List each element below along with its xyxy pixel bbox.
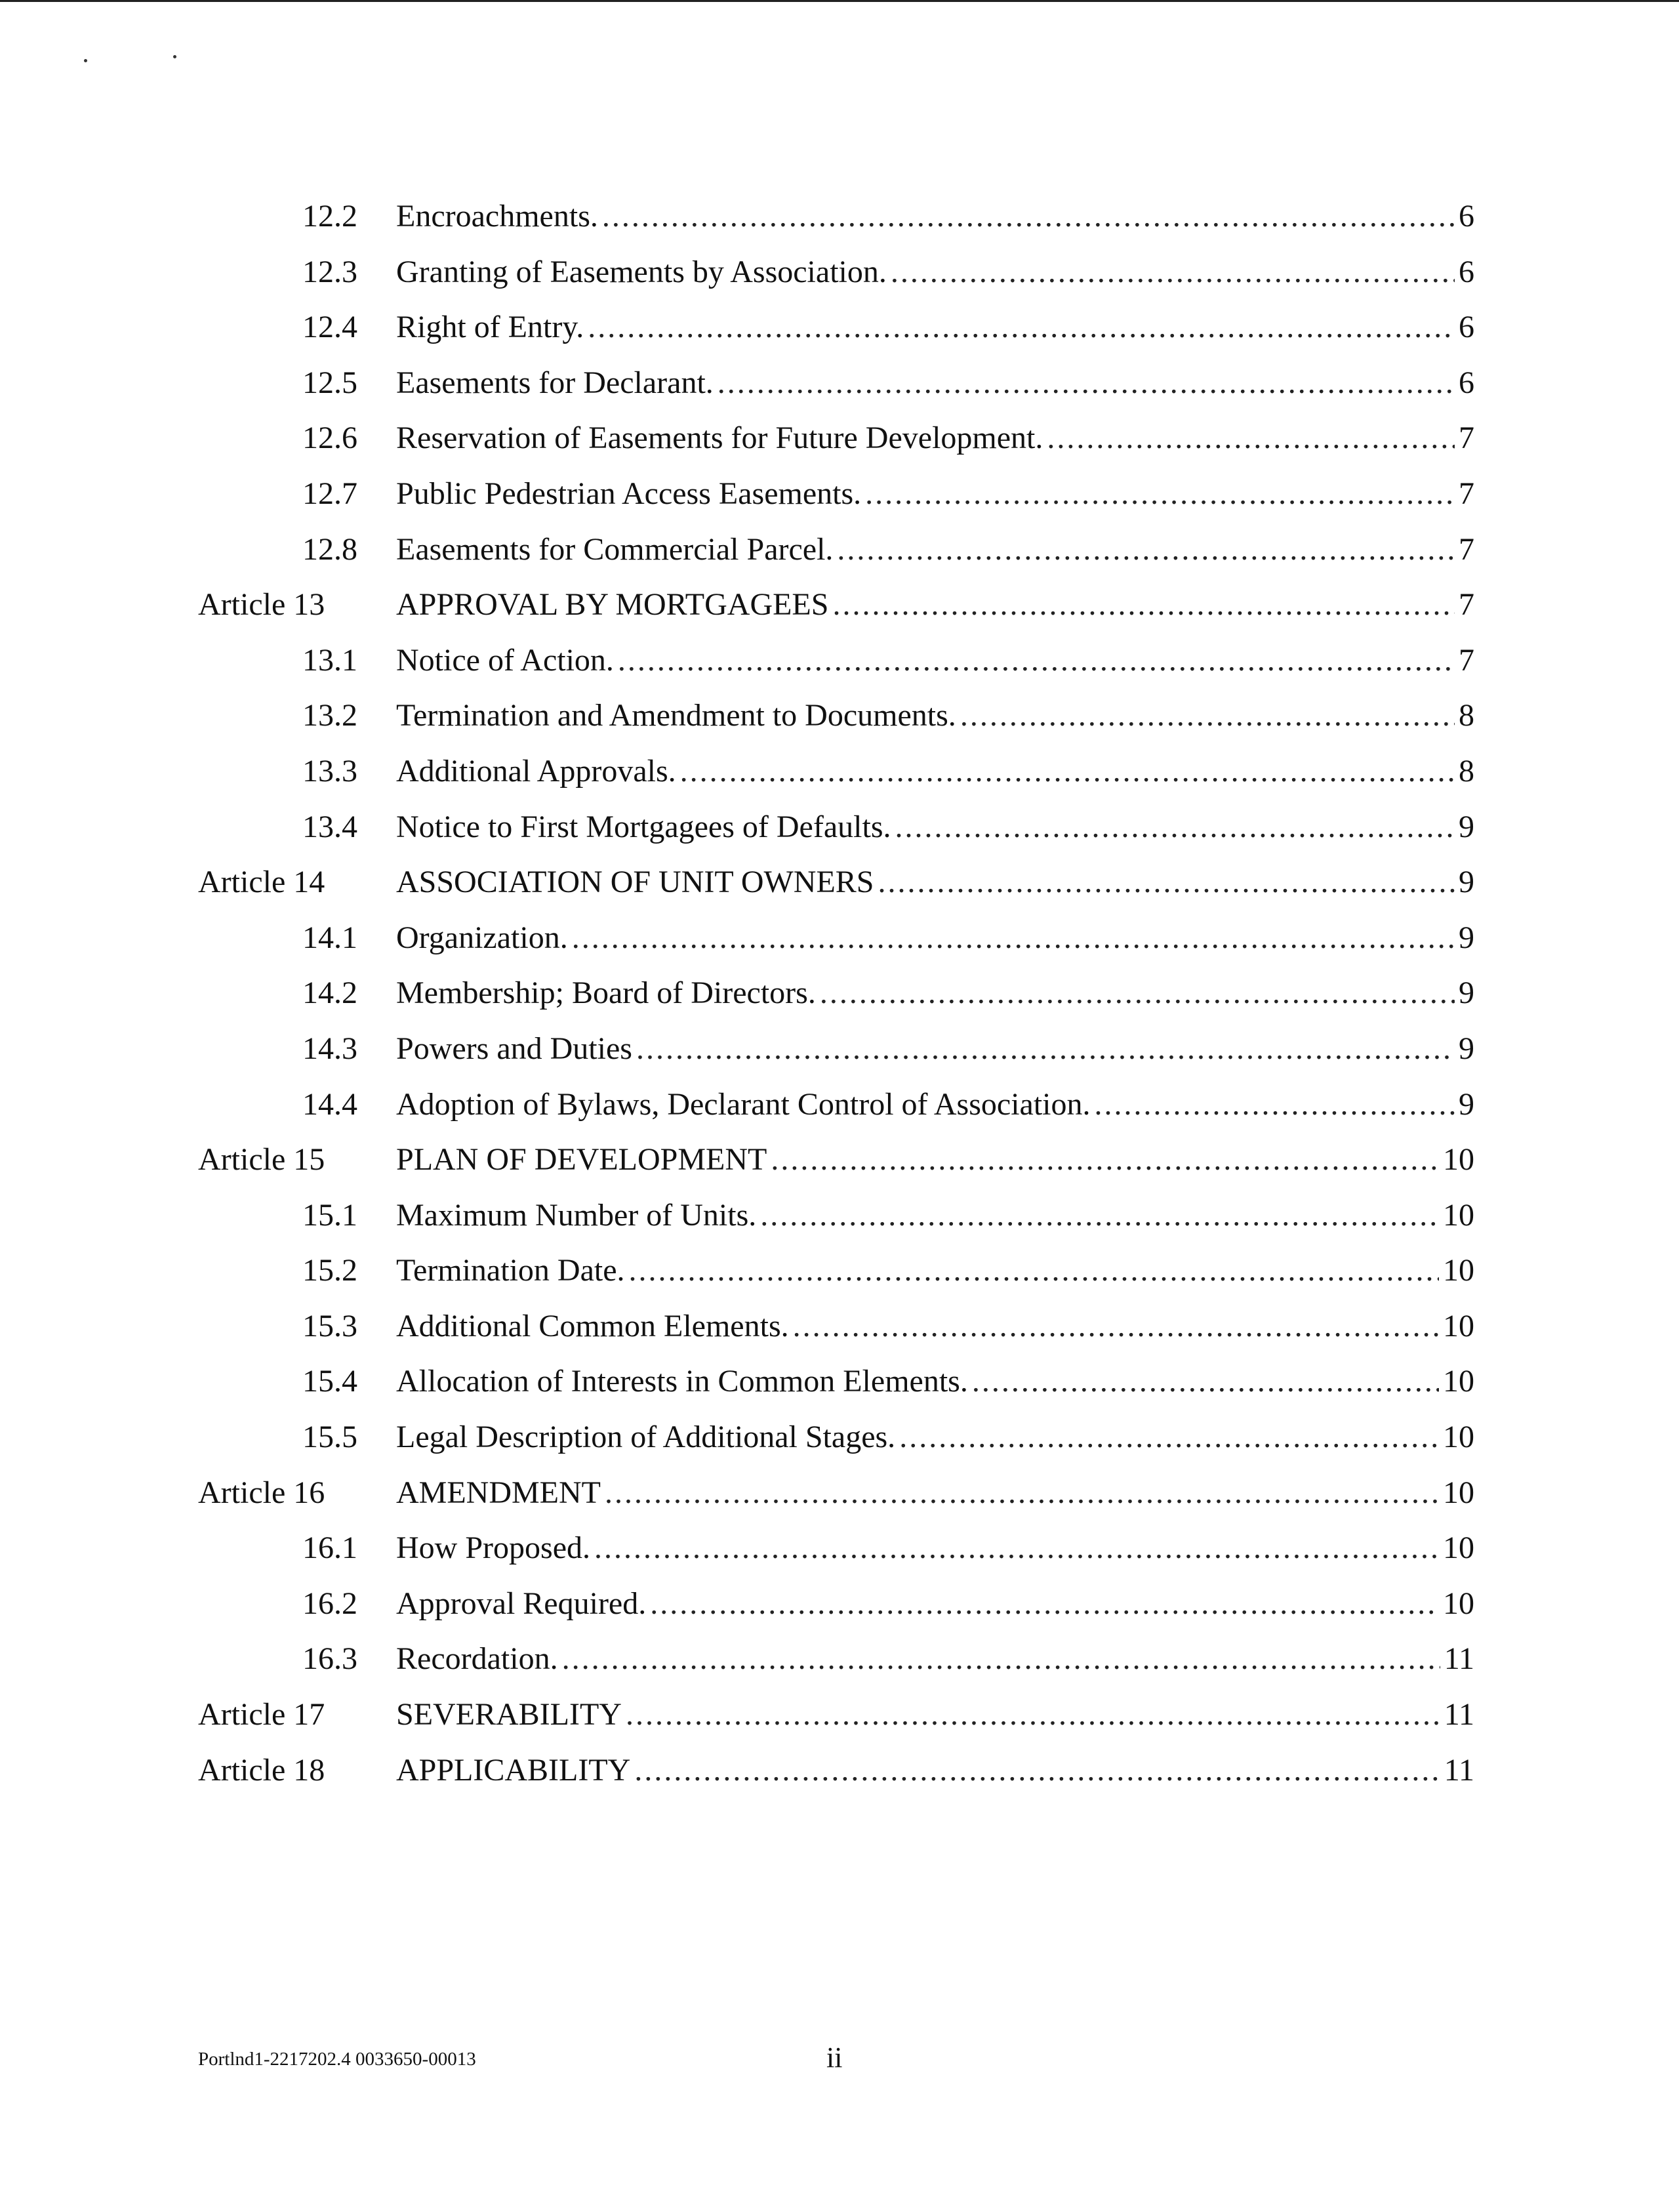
toc-title: Powers and Duties xyxy=(396,1031,632,1066)
toc-entry-line xyxy=(396,863,1474,902)
table-of-contents xyxy=(0,197,1679,1806)
toc-entry-line xyxy=(396,363,1474,403)
toc-section-row xyxy=(0,1418,1679,1473)
toc-title: Right of Entry. xyxy=(396,310,584,345)
toc-entry-line xyxy=(396,585,1474,625)
toc-entry-line xyxy=(396,1751,1474,1790)
toc-entry-line xyxy=(396,1196,1474,1235)
toc-number: 16.1 xyxy=(302,1530,357,1566)
toc-title: Notice of Action. xyxy=(396,642,614,678)
toc-entry-line xyxy=(396,1695,1474,1734)
dot-leader xyxy=(605,1473,1439,1513)
toc-number: 14.4 xyxy=(302,1086,357,1122)
toc-title: Public Pedestrian Access Easements. xyxy=(396,476,862,511)
toc-page-number: 10 xyxy=(1443,1586,1474,1621)
toc-title: PLAN OF DEVELOPMENT xyxy=(396,1142,767,1178)
toc-entry-line xyxy=(396,474,1474,514)
dot-leader xyxy=(629,1251,1439,1290)
dot-leader xyxy=(680,752,1455,791)
toc-number: 12.5 xyxy=(302,365,357,400)
toc-article-row xyxy=(0,863,1679,918)
toc-page-number: 7 xyxy=(1459,642,1474,678)
toc-number: 15.2 xyxy=(302,1253,357,1288)
dot-leader xyxy=(771,1140,1439,1179)
toc-article-row xyxy=(0,1751,1679,1807)
toc-number: 13.2 xyxy=(302,698,357,733)
toc-page-number: 9 xyxy=(1459,809,1474,844)
toc-entry-line xyxy=(396,696,1474,735)
toc-title: Adoption of Bylaws, Declarant Control of Association. xyxy=(396,1086,1091,1122)
toc-article-row xyxy=(0,1695,1679,1751)
dot-leader xyxy=(837,530,1455,569)
toc-number: 12.3 xyxy=(302,254,357,289)
toc-number: 15.5 xyxy=(302,1420,357,1455)
toc-number: 13.3 xyxy=(302,753,357,789)
toc-section-row xyxy=(0,419,1679,474)
toc-section-row xyxy=(0,1307,1679,1362)
toc-page-number: 10 xyxy=(1443,1530,1474,1566)
toc-page-number: 8 xyxy=(1459,698,1474,733)
toc-number: Article 13 xyxy=(198,587,325,623)
toc-article-row xyxy=(0,1140,1679,1196)
toc-page-number: 10 xyxy=(1443,1253,1474,1288)
toc-section-row xyxy=(0,1639,1679,1695)
toc-number: 12.2 xyxy=(302,199,357,234)
toc-entry-line xyxy=(396,1307,1474,1346)
toc-title: Easements for Commercial Parcel. xyxy=(396,531,834,567)
toc-title: Maximum Number of Units. xyxy=(396,1197,757,1233)
toc-title: ASSOCIATION OF UNIT OWNERS xyxy=(396,865,874,900)
toc-entry-line xyxy=(396,1251,1474,1290)
toc-page-number: 6 xyxy=(1459,365,1474,400)
toc-section-row xyxy=(0,973,1679,1029)
toc-article-row xyxy=(0,1473,1679,1529)
toc-page-number: 9 xyxy=(1459,975,1474,1011)
toc-page-number: 10 xyxy=(1443,1197,1474,1233)
toc-page-number: 10 xyxy=(1443,1475,1474,1510)
toc-entry-line xyxy=(396,641,1474,680)
toc-title: Approval Required. xyxy=(396,1586,647,1621)
toc-page-number: 7 xyxy=(1459,476,1474,511)
toc-title: How Proposed. xyxy=(396,1530,590,1566)
toc-article-row xyxy=(0,585,1679,641)
toc-section-row xyxy=(0,696,1679,752)
toc-section-row xyxy=(0,308,1679,363)
toc-entry-line xyxy=(396,752,1474,791)
dot-leader xyxy=(634,1751,1440,1790)
toc-number: 12.4 xyxy=(302,310,357,345)
toc-entry-line xyxy=(396,253,1474,292)
toc-section-row xyxy=(0,752,1679,808)
toc-page-number: 9 xyxy=(1459,920,1474,955)
dot-leader xyxy=(891,253,1455,292)
toc-number: Article 15 xyxy=(198,1142,325,1178)
toc-title: Recordation. xyxy=(396,1641,558,1677)
toc-section-row xyxy=(0,918,1679,974)
toc-page-number: 7 xyxy=(1459,587,1474,623)
dot-leader xyxy=(960,696,1455,735)
toc-section-row xyxy=(0,1085,1679,1141)
toc-title: Easements for Declarant. xyxy=(396,365,714,400)
toc-title: Additional Approvals. xyxy=(396,753,676,789)
toc-section-row xyxy=(0,1196,1679,1252)
dot-leader xyxy=(626,1695,1440,1734)
toc-page-number: 8 xyxy=(1459,753,1474,789)
toc-entry-line xyxy=(396,1140,1474,1179)
toc-title: Granting of Easements by Association. xyxy=(396,254,887,289)
dot-leader xyxy=(588,308,1455,347)
toc-page-number: 7 xyxy=(1459,420,1474,456)
toc-entry-line xyxy=(396,1473,1474,1513)
dot-leader xyxy=(865,474,1455,514)
toc-page-number: 6 xyxy=(1459,199,1474,234)
toc-page-number: 11 xyxy=(1444,1641,1474,1677)
toc-page-number: 6 xyxy=(1459,310,1474,345)
toc-number: 12.6 xyxy=(302,420,357,456)
toc-page-number: 7 xyxy=(1459,531,1474,567)
toc-entry-line xyxy=(396,1639,1474,1679)
toc-entry-line xyxy=(396,918,1474,958)
toc-entry-line xyxy=(396,1029,1474,1069)
dot-leader xyxy=(1095,1085,1455,1124)
dot-leader xyxy=(718,363,1455,403)
toc-section-row xyxy=(0,1362,1679,1418)
toc-entry-line xyxy=(396,1584,1474,1624)
dot-leader xyxy=(594,1528,1439,1568)
scan-speck xyxy=(173,55,176,58)
dot-leader xyxy=(602,197,1455,236)
toc-number: 16.3 xyxy=(302,1641,357,1677)
toc-number: 13.1 xyxy=(302,642,357,678)
toc-title: APPLICABILITY xyxy=(396,1752,631,1788)
dot-leader xyxy=(1047,419,1455,458)
dot-leader xyxy=(562,1639,1440,1679)
scan-speck xyxy=(84,59,87,62)
toc-page-number: 10 xyxy=(1443,1420,1474,1455)
toc-title: Notice to First Mortgagees of Defaults. xyxy=(396,809,891,844)
toc-section-row xyxy=(0,641,1679,697)
toc-section-row xyxy=(0,808,1679,863)
toc-title: Allocation of Interests in Common Elements. xyxy=(396,1364,968,1399)
toc-number: 16.2 xyxy=(302,1586,357,1621)
dot-leader xyxy=(618,641,1455,680)
toc-section-row xyxy=(0,530,1679,586)
page-number: ii xyxy=(826,2041,843,2074)
toc-entry-line xyxy=(396,197,1474,236)
dot-leader xyxy=(899,1418,1439,1457)
toc-page-number: 10 xyxy=(1443,1142,1474,1178)
toc-number: 14.2 xyxy=(302,975,357,1011)
toc-number: Article 16 xyxy=(198,1475,325,1510)
toc-page-number: 6 xyxy=(1459,254,1474,289)
toc-entry-line xyxy=(396,808,1474,847)
toc-number: 14.3 xyxy=(302,1031,357,1066)
toc-title: Termination and Amendment to Documents. xyxy=(396,698,956,733)
toc-section-row xyxy=(0,1528,1679,1584)
toc-section-row xyxy=(0,363,1679,419)
toc-number: Article 17 xyxy=(198,1697,325,1732)
toc-entry-line xyxy=(396,1362,1474,1401)
toc-section-row xyxy=(0,474,1679,530)
toc-title: Additional Common Elements. xyxy=(396,1308,789,1343)
toc-section-row xyxy=(0,1251,1679,1307)
toc-entry-line xyxy=(396,419,1474,458)
toc-entry-line xyxy=(396,973,1474,1013)
toc-title: APPROVAL BY MORTGAGEES xyxy=(396,587,829,623)
toc-number: 14.1 xyxy=(302,920,357,955)
top-border-line xyxy=(0,0,1679,2)
toc-section-row xyxy=(0,1029,1679,1085)
toc-title: Termination Date. xyxy=(396,1253,625,1288)
toc-page-number: 11 xyxy=(1444,1752,1474,1788)
toc-section-row xyxy=(0,253,1679,308)
toc-title: Organization. xyxy=(396,920,568,955)
dot-leader xyxy=(572,918,1455,958)
dot-leader xyxy=(895,808,1455,847)
toc-entry-line xyxy=(396,1085,1474,1124)
toc-title: Legal Description of Additional Stages. xyxy=(396,1420,896,1455)
dot-leader xyxy=(793,1307,1439,1346)
toc-entry-line xyxy=(396,308,1474,347)
toc-title: Membership; Board of Directors. xyxy=(396,975,816,1011)
toc-number: 15.4 xyxy=(302,1364,357,1399)
dot-leader xyxy=(650,1584,1439,1624)
dot-leader xyxy=(636,1029,1455,1069)
document-id: Portlnd1-2217202.4 0033650-00013 xyxy=(198,2049,476,2070)
toc-section-row xyxy=(0,197,1679,253)
dot-leader xyxy=(878,863,1455,902)
dot-leader xyxy=(760,1196,1439,1235)
dot-leader xyxy=(820,973,1455,1013)
toc-title: Encroachments. xyxy=(396,199,598,234)
toc-page-number: 11 xyxy=(1444,1697,1474,1732)
toc-number: 12.8 xyxy=(302,531,357,567)
toc-title: SEVERABILITY xyxy=(396,1697,622,1732)
toc-entry-line xyxy=(396,1528,1474,1568)
toc-page-number: 9 xyxy=(1459,1086,1474,1122)
toc-page-number: 9 xyxy=(1459,865,1474,900)
toc-section-row xyxy=(0,1584,1679,1640)
toc-page-number: 10 xyxy=(1443,1364,1474,1399)
toc-number: 12.7 xyxy=(302,476,357,511)
toc-title: AMENDMENT xyxy=(396,1475,601,1510)
toc-number: 13.4 xyxy=(302,809,357,844)
toc-page-number: 10 xyxy=(1443,1308,1474,1343)
toc-number: 15.1 xyxy=(302,1197,357,1233)
toc-number: 15.3 xyxy=(302,1308,357,1343)
toc-entry-line xyxy=(396,1418,1474,1457)
toc-page-number: 9 xyxy=(1459,1031,1474,1066)
toc-number: Article 14 xyxy=(198,865,325,900)
toc-number: Article 18 xyxy=(198,1752,325,1788)
dot-leader xyxy=(832,585,1455,625)
dot-leader xyxy=(972,1362,1439,1401)
toc-entry-line xyxy=(396,530,1474,569)
toc-title: Reservation of Easements for Future Development. xyxy=(396,420,1043,456)
